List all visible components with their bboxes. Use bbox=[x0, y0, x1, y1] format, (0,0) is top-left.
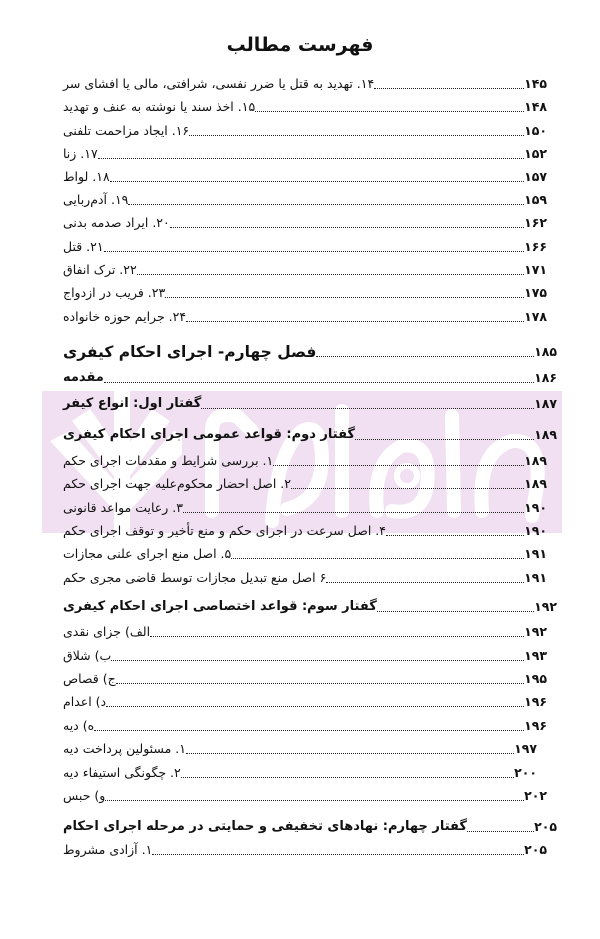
dot-leader bbox=[98, 158, 524, 159]
toc-entry-label: د) اعدام bbox=[63, 694, 107, 709]
toc-entry-page-number: ۱۷۸ bbox=[524, 309, 547, 324]
dot-leader bbox=[189, 135, 524, 136]
toc-entry-item[interactable] bbox=[60, 143, 548, 163]
dot-leader bbox=[128, 204, 524, 205]
dot-leader bbox=[273, 465, 524, 466]
toc-entry-page-number: ۱۸۶ bbox=[534, 370, 557, 385]
dot-leader bbox=[183, 512, 524, 513]
toc-entry-page-number: ۱۶۶ bbox=[524, 239, 547, 254]
toc-entry-page-number: ۱۸۷ bbox=[534, 396, 557, 411]
toc-entry-label: ۲۴. جرایم حوزه خانواده bbox=[63, 309, 187, 324]
toc-entry-label: الف) جزای نقدی bbox=[63, 624, 151, 639]
toc-entry-item[interactable] bbox=[60, 567, 548, 587]
toc-entry-chapter[interactable] bbox=[60, 337, 558, 361]
toc-entry-subitem[interactable] bbox=[60, 762, 538, 782]
toc-entry-item[interactable] bbox=[60, 691, 548, 711]
toc-entry-item[interactable] bbox=[60, 73, 548, 93]
toc-entry-label: ۱۹. آدم‌ربایی bbox=[63, 192, 129, 207]
toc-entry-item[interactable] bbox=[60, 259, 548, 279]
toc-entry-label: ج) قصاص bbox=[63, 671, 116, 686]
dot-leader bbox=[186, 753, 514, 754]
dot-leader bbox=[186, 321, 524, 322]
toc-entry-item[interactable] bbox=[60, 668, 548, 688]
toc-entry-label: ۳. رعایت مواعد قانونی bbox=[63, 500, 183, 515]
toc-entry-item[interactable] bbox=[60, 236, 548, 256]
toc-entry-page-number: ۱۹۱ bbox=[524, 570, 547, 585]
toc-entry-page-number: ۲۰۵ bbox=[524, 842, 547, 857]
toc-entry-section[interactable] bbox=[60, 596, 558, 616]
toc-entry-page-number: ۱۹۶ bbox=[524, 694, 547, 709]
toc-entry-item[interactable] bbox=[60, 212, 548, 232]
toc-entry-item[interactable] bbox=[60, 450, 548, 470]
toc-entry-item[interactable] bbox=[60, 785, 548, 805]
toc-entry-page-number: ۱۶۲ bbox=[524, 215, 547, 230]
toc-entry-label: ۶ اصل منع تبدیل مجازات توسط قاضی مجری حکم bbox=[63, 570, 327, 585]
toc-entry-page-number: ۱۵۷ bbox=[524, 169, 547, 184]
dot-leader bbox=[116, 683, 524, 684]
toc-entry-page-number: ۱۵۲ bbox=[524, 146, 547, 161]
dot-leader bbox=[137, 274, 524, 275]
toc-entry-label: و) حبس bbox=[63, 788, 106, 803]
toc-entry-item[interactable] bbox=[60, 282, 548, 302]
toc-entry-item[interactable] bbox=[60, 621, 548, 641]
toc-entry-page-number: ۱۵۹ bbox=[524, 192, 547, 207]
toc-entry-label: فصل چهارم- اجرای احکام کیفری bbox=[63, 343, 317, 361]
toc-entry-page-number: ۱۹۶ bbox=[524, 718, 547, 733]
toc-entry-item[interactable] bbox=[60, 497, 548, 517]
toc-entry-label: ۱. آزادی مشروط bbox=[63, 842, 153, 857]
dot-leader bbox=[386, 535, 524, 536]
toc-entry-label: ۲۱. قتل bbox=[63, 239, 104, 254]
dot-leader bbox=[110, 181, 524, 182]
toc-entry-section[interactable] bbox=[60, 367, 558, 387]
toc-entry-label: گفتار چهارم: نهادهای تخفیفی و حمایتی در مرحله اجرای احکام bbox=[63, 819, 467, 834]
toc-entry-section[interactable] bbox=[60, 816, 558, 836]
dot-leader bbox=[201, 408, 534, 409]
dot-leader bbox=[374, 88, 524, 89]
toc-entry-item[interactable] bbox=[60, 120, 548, 140]
toc-entry-item[interactable] bbox=[60, 96, 548, 116]
dot-leader bbox=[255, 111, 524, 112]
toc-entry-page-number: ۱۹۰ bbox=[524, 500, 547, 515]
toc-entry-page-number: ۱۹۲ bbox=[524, 624, 547, 639]
toc-entry-label: ۵. اصل منع اجرای علنی مجازات bbox=[63, 546, 232, 561]
toc-entry-label: ب) شلاق bbox=[63, 648, 112, 663]
toc-entry-section[interactable] bbox=[60, 393, 558, 413]
toc-entry-label: ۱۸. لواط bbox=[63, 169, 110, 184]
toc-entry-label: مقدمه bbox=[63, 370, 104, 385]
dot-leader bbox=[105, 800, 524, 801]
dot-leader bbox=[467, 831, 534, 832]
toc-entry-subitem[interactable] bbox=[60, 738, 538, 758]
toc-entry-label: ۱. بررسی شرایط و مقدمات اجرای حکم bbox=[63, 453, 274, 468]
toc-entry-page-number: ۱۸۹ bbox=[524, 476, 547, 491]
toc-entry-item[interactable] bbox=[60, 166, 548, 186]
toc-entry-item[interactable] bbox=[60, 645, 548, 665]
dot-leader bbox=[165, 297, 524, 298]
dot-leader bbox=[377, 611, 534, 612]
dot-leader bbox=[291, 488, 524, 489]
toc-entry-label: ۲۰. ایراد صدمه بدنی bbox=[63, 215, 170, 230]
dot-leader bbox=[94, 730, 524, 731]
toc-entry-page-number: ۱۹۱ bbox=[524, 546, 547, 561]
toc-entry-section[interactable] bbox=[60, 424, 558, 444]
toc-entry-label: گفتار دوم: قواعد عمومی اجرای احکام کیفری bbox=[63, 427, 355, 442]
dot-leader bbox=[106, 706, 524, 707]
dot-leader bbox=[181, 777, 514, 778]
toc-entry-page-number: ۱۹۳ bbox=[524, 648, 547, 663]
toc-entry-item[interactable] bbox=[60, 189, 548, 209]
toc-entry-page-number: ۱۸۹ bbox=[534, 427, 557, 442]
toc-entry-item[interactable] bbox=[60, 543, 548, 563]
dot-leader bbox=[326, 582, 524, 583]
toc-entry-label: ۱. مسئولین پرداخت دیه bbox=[63, 741, 186, 756]
dot-leader bbox=[152, 854, 524, 855]
toc-entry-label: گفتار اول: انواع کیفر bbox=[63, 396, 202, 411]
toc-entry-page-number: ۱۷۱ bbox=[524, 262, 547, 277]
toc-entry-page-number: ۱۴۸ bbox=[524, 99, 547, 114]
toc-entry-label: ۲۳. فریب در ازدواج bbox=[63, 285, 166, 300]
toc-entry-item[interactable] bbox=[60, 715, 548, 735]
toc-entry-label: ۱۷. زنا bbox=[63, 146, 98, 161]
toc-entry-label: ۱۵. اخذ سند یا نوشته به عنف و تهدید bbox=[63, 99, 256, 114]
toc-entry-label: ۲۲. ترک انفاق bbox=[63, 262, 137, 277]
toc-entry-page-number: ۱۷۵ bbox=[524, 285, 547, 300]
toc-entry-label: ۲. چگونگی استیفاء دیه bbox=[63, 765, 181, 780]
toc-entry-page-number: ۱۹۰ bbox=[524, 523, 547, 538]
toc-entry-label: ۱۴. تهدید به قتل یا ضرر نفسی، شرافتی، مالی یا افشای سر bbox=[63, 76, 375, 91]
dot-leader bbox=[355, 439, 534, 440]
toc-entry-label: گفتار سوم: قواعد اختصاصی اجرای احکام کیفری bbox=[63, 599, 377, 614]
toc-entry-page-number: ۱۹۲ bbox=[534, 599, 557, 614]
toc-entry-page-number: ۲۰۰ bbox=[514, 765, 537, 780]
toc-entry-label: ۱۶. ایجاد مزاحمت تلفنی bbox=[63, 123, 190, 138]
toc-entry-page-number: ۱۸۵ bbox=[534, 344, 557, 359]
dot-leader bbox=[111, 660, 524, 661]
toc-entry-page-number: ۱۵۰ bbox=[524, 123, 547, 138]
toc-entry-label: ه) دیه bbox=[63, 718, 95, 733]
toc-entry-page-number: ۲۰۲ bbox=[524, 788, 547, 803]
page-title: فهرست مطالب bbox=[226, 34, 374, 56]
dot-leader bbox=[104, 382, 534, 383]
dot-leader bbox=[231, 558, 524, 559]
toc-entry-page-number: ۱۸۹ bbox=[524, 453, 547, 468]
dot-leader bbox=[104, 251, 525, 252]
toc-entry-page-number: ۱۴۵ bbox=[524, 76, 547, 91]
dot-leader bbox=[170, 227, 524, 228]
toc-entry-item[interactable] bbox=[60, 839, 548, 859]
toc-entry-page-number: ۱۹۵ bbox=[524, 671, 547, 686]
dot-leader bbox=[316, 356, 534, 357]
toc-entry-label: ۴. اصل سرعت در اجرای حکم و منع تأخیر و توقف اجرای حکم bbox=[63, 523, 386, 538]
toc-entry-item[interactable] bbox=[60, 473, 548, 493]
toc-entry-item[interactable] bbox=[60, 306, 548, 326]
toc-entry-page-number: ۱۹۷ bbox=[514, 741, 537, 756]
toc-entry-label: ۲. اصل احضار محکوم‌علیه جهت اجرای حکم bbox=[63, 476, 291, 491]
dot-leader bbox=[150, 636, 524, 637]
toc-entry-page-number: ۲۰۵ bbox=[534, 819, 557, 834]
toc-entry-item[interactable] bbox=[60, 520, 548, 540]
